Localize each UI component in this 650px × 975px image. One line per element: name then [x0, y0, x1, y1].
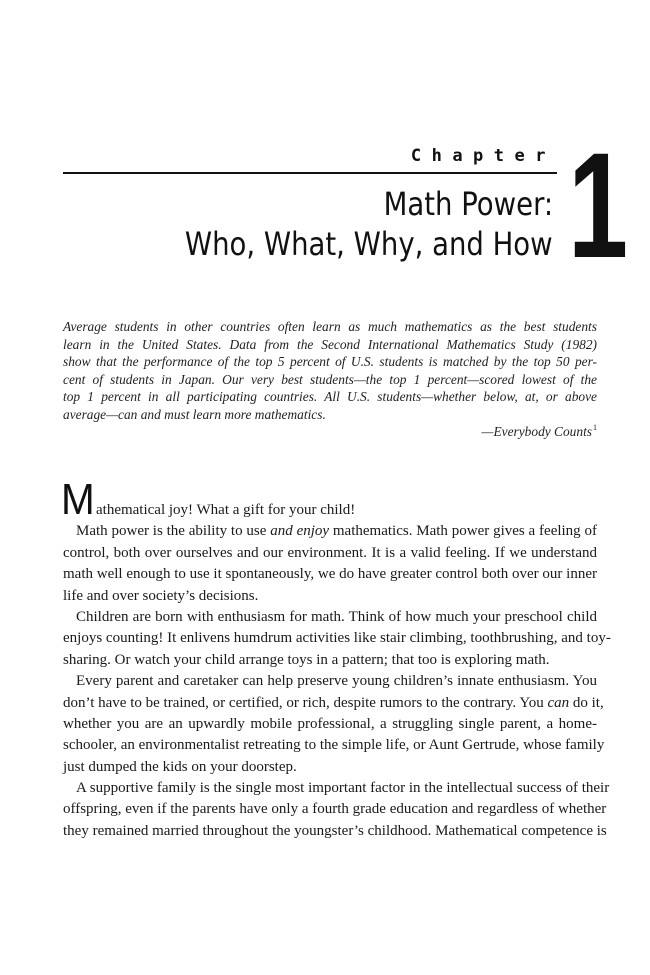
body-line: control, both over ourselves and our environment. It is a valid feeling. If we understand	[63, 544, 597, 561]
body-text	[63, 500, 611, 842]
body-line: math well enough to use it spontaneously, we do have greater control both over our inner	[63, 566, 597, 583]
body-line: sharing. Or watch your child arrange toys in a pattern; that too is exploring math.	[63, 651, 550, 668]
epigraph-line: cent of students in Japan. Our very best students—the top 1 percent—scored lowest of the	[63, 371, 597, 387]
chapter-title-line-2: Who, What, Why, and How	[185, 225, 553, 263]
text-run: Math power is the ability to use	[76, 523, 271, 540]
emphasis-text: can	[547, 694, 570, 711]
chapter-title-line-1: Math Power:	[383, 185, 553, 223]
text-run: don’t have to be trained, or certified, or rich, despite rumors to the contrary. You	[63, 694, 548, 711]
epigraph-line: show that the performance of the top 5 percent of U.S. students is matched by the top 50 per-	[63, 354, 597, 370]
epigraph-line: average—can and must learn more mathematics.	[63, 406, 326, 422]
body-line: A supportive family is the single most important factor in the intellectual success of their	[76, 780, 610, 797]
body-line: offspring, even if the parents have only a fourth grade education and regardless of whether	[63, 801, 607, 818]
epigraph-line: learn in the United States. Data from the Second International Mathematics Study (1982)	[63, 336, 597, 352]
body-line: Children are born with enthusiasm for math. Think of how much your preschool child	[76, 608, 597, 625]
epigraph-line: Average students in other countries often learn as much mathematics as the best students	[63, 319, 597, 334]
footnote-marker: 1	[593, 423, 597, 432]
attribution-source: —Everybody Counts	[481, 424, 592, 439]
drop-cap: M	[61, 475, 95, 524]
text-run: mathematics. Math power gives a feeling of	[329, 523, 598, 540]
epigraph-attribution	[482, 423, 597, 440]
body-line: Every parent and caretaker can help preserve young children’s innate enthusiasm. You	[76, 673, 597, 690]
emphasis-text: and enjoy	[270, 523, 330, 540]
body-line	[63, 693, 604, 714]
epigraph-line: top 1 percent in all participating countries. All U.S. students—whether below, at, or above	[63, 389, 597, 405]
epigraph-quote	[63, 318, 597, 424]
chapter-rule-divider	[63, 172, 557, 174]
body-line: schooler, an environmentalist retreating to the simple life, or Aunt Gertrude, whose family	[63, 737, 605, 754]
text-run: do it,	[569, 694, 604, 711]
body-line: they remained married throughout the youngster’s childhood. Mathematical competence is	[63, 822, 607, 839]
body-line: enjoys counting! It enlivens humdrum activities like stair climbing, toothbrushing, and toy-	[63, 630, 611, 647]
body-line: life and over society’s decisions.	[63, 587, 259, 604]
body-line: just dumped the kids on your doorstep.	[63, 758, 297, 775]
body-line: athematical joy! What a gift for your child!	[96, 502, 356, 518]
chapter-label: Chapter	[410, 146, 556, 166]
chapter-number: 1	[568, 121, 629, 289]
body-line	[63, 521, 597, 542]
body-line: whether you are an upwardly mobile professional, a struggling single parent, a home-	[63, 715, 597, 732]
